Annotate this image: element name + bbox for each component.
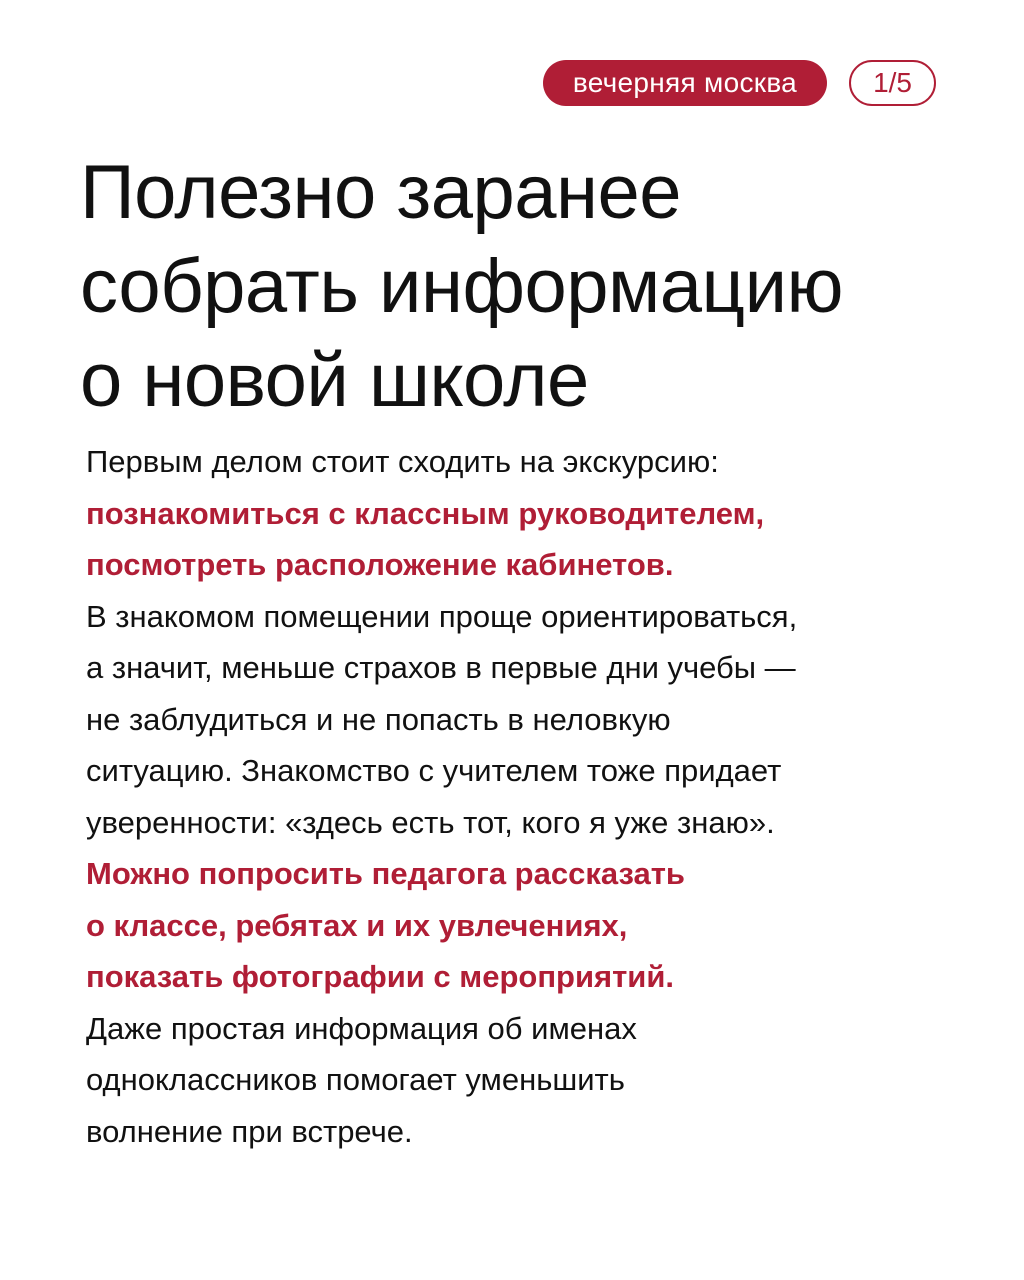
brand-badge: вечерняя москва	[543, 60, 827, 106]
body-line: Первым делом стоит сходить на экскурсию:	[86, 444, 719, 479]
body-line-highlight: показать фотографии с мероприятий.	[86, 959, 675, 994]
body-line: одноклассников помогает уменьшить	[86, 1062, 625, 1097]
body-line: Даже простая информация об именах	[86, 1010, 637, 1046]
headline	[80, 146, 960, 428]
top-bar	[543, 60, 936, 106]
body-line: волнение при встрече.	[86, 1113, 413, 1149]
body-line-highlight: познакомиться с классным руководителем,	[86, 495, 765, 531]
body-line: а значит, меньше страхов в первые дни учебы —	[86, 650, 796, 685]
headline-line: собрать информацию	[80, 244, 844, 329]
body-line-highlight: о классе, ребятах и их увлечениях,	[86, 907, 628, 943]
body-line-highlight: посмотреть расположение кабинетов.	[86, 547, 674, 582]
body-line: уверенности: «здесь есть тот, кого я уже знаю».	[86, 804, 775, 840]
body-line: ситуацию. Знакомство с учителем тоже придает	[86, 753, 782, 788]
page-counter: 1/5	[849, 60, 936, 106]
body-line: не заблудиться и не попасть в неловкую	[86, 701, 671, 737]
headline-line: о новой школе	[80, 338, 589, 423]
body-line: В знакомом помещении проще ориентироваться,	[86, 598, 798, 634]
body-line-highlight: Можно попросить педагога рассказать	[86, 856, 685, 891]
headline-line: Полезно заранее	[80, 150, 682, 235]
body-text	[86, 436, 966, 1157]
